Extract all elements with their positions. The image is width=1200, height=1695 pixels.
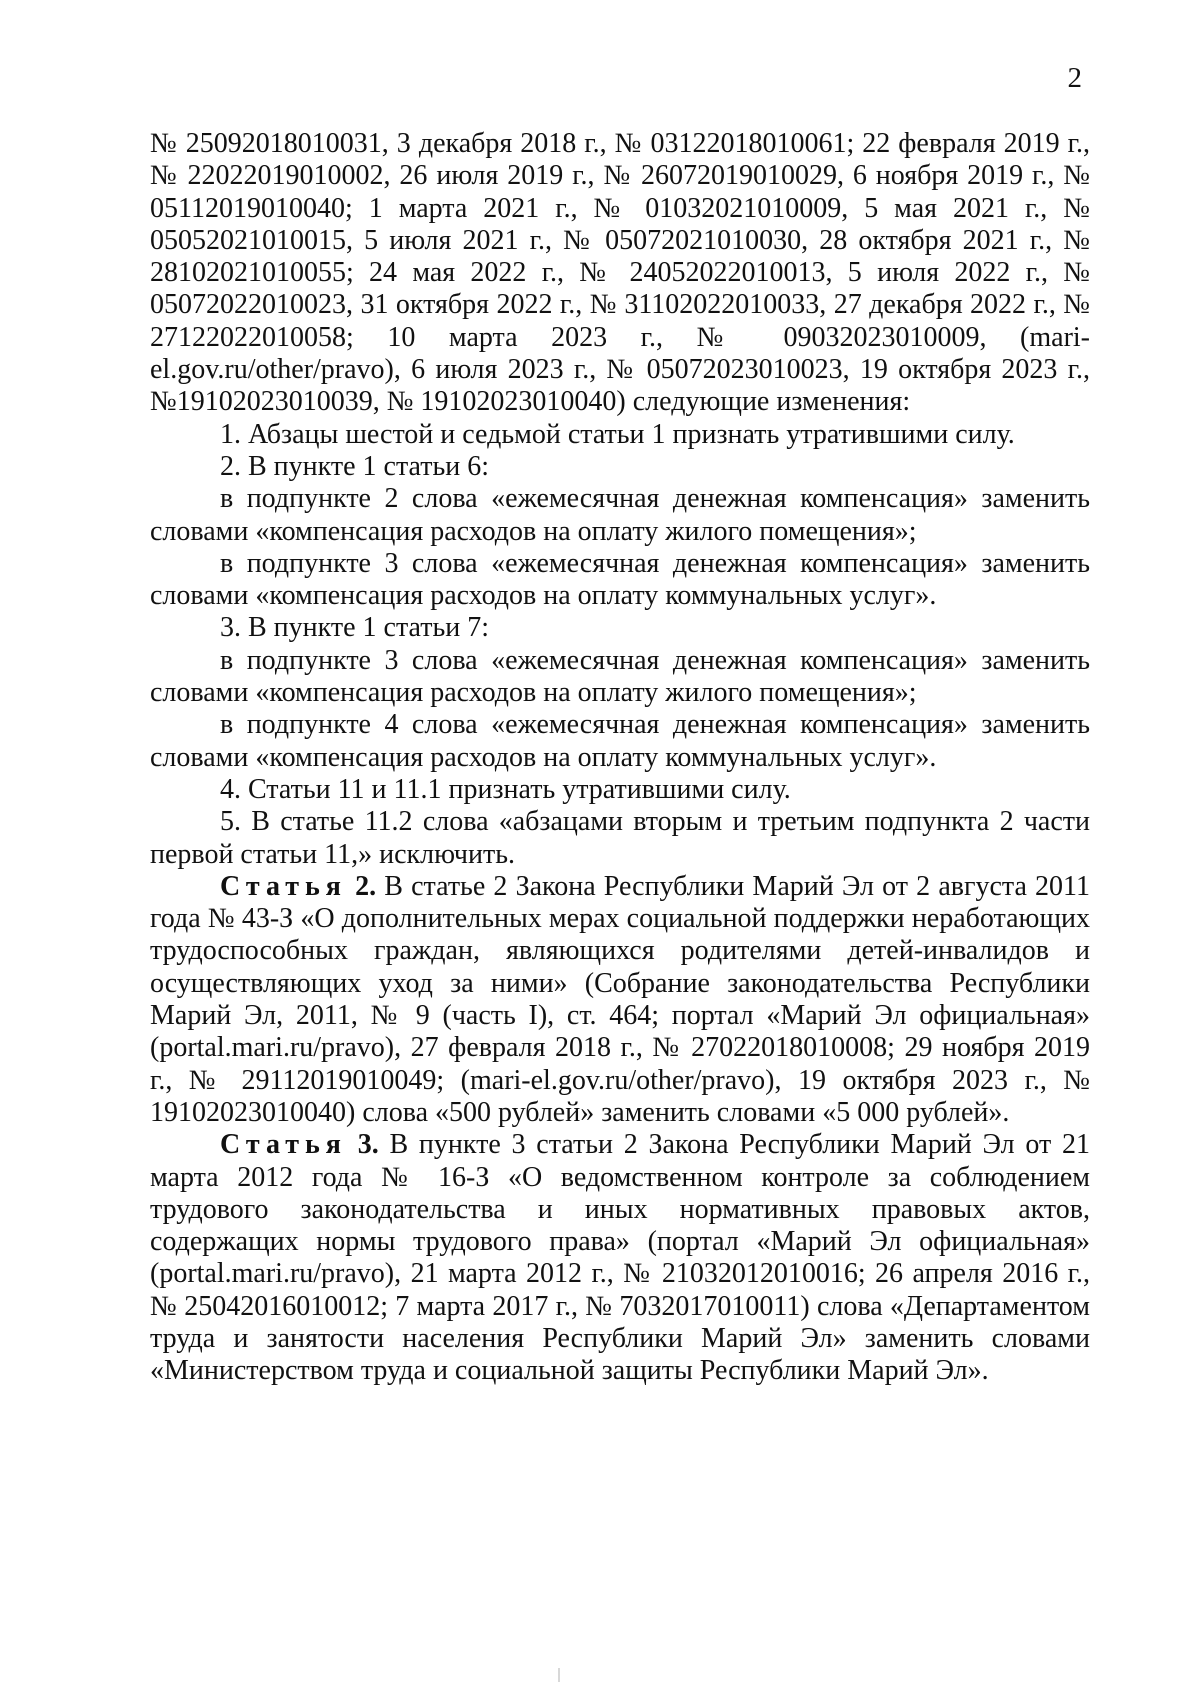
article-2-paragraph [150,871,1090,1129]
article-3-heading [220,1129,379,1160]
article-3-text: В пункте 3 статьи 2 Закона Республики Марий Эл от 21 марта 2012 года № 16-З «О ведомственном контроле за соблюдением трудового законодательства и иных нормативных правовых актов, содержащих нормы трудового права» (портал «Марий Эл официальная» (portal.mari.ru/pravo), 21 марта 2012 г., № 21032012010016; 26 апреля 2016 г., № 25042016010012; 7 марта 2017 г., № 7032017010011) слова «Департаментом труда и занятости населения Республики Марий Эл» заменить словами «Министерством труда и социальной защиты Республики Марий Эл». [150,1129,1090,1387]
intro-paragraph: № 25092018010031, 3 декабря 2018 г., № 03122018010061; 22 февраля 2019 г., № 22022019010002, 26 июля 2019 г., № 26072019010029, 6 ноября 2019 г., № 05112019010040; 1 марта 2021 г., № 01032021010009, 5 мая 2021 г., № 05052021010015, 5 июля 2021 г., № 05072021010030, 28 октября 2021 г., № 28102021010055; 24 мая 2022 г., № 24052022010013, 5 июля 2022 г., № 05072022010023, 31 октября 2022 г., № 31102022010033, 27 декабря 2022 г., № 27122022010058; 10 марта 2023 г., № 09032023010009, (mari-el.gov.ru/other/pravo), 6 июля 2023 г., № 05072023010023, 19 октября 2023 г., №19102023010039, № 19102023010040) следующие изменения: [150,128,1090,418]
article-3-heading-word: Статья [220,1129,347,1161]
amendment-item-5: 5. В статье 11.2 слова «абзацами вторым и третьим подпункта 2 части первой статьи 11,» исключить. [150,806,1090,870]
article-2-text: В статье 2 Закона Республики Марий Эл от 2 августа 2011 года № 43-З «О дополнительных мерах социальной поддержки неработающих трудоспособных граждан, являющихся родителями детей-инвалидов и осуществляющих уход за ними» (Собрание законодательства Республики Марий Эл, 2011, № 9 (часть I), ст. 464; портал «Марий Эл официальная» (portal.mari.ru/pravo), 27 февраля 2018 г., № 27022018010008; 29 ноября 2019 г., № 29112019010049; (mari-el.gov.ru/other/pravo), 19 октября 2023 г., № 19102023010040) слова «500 рублей» заменить словами «5 000 рублей». [150,870,1091,1128]
amendment-item-2-subitem-1: в подпункте 2 слова «ежемесячная денежная компенсация» заменить словами «компенсация расходов на оплату жилого помещения»; [150,483,1090,547]
scan-artifact-mark [558,1668,560,1682]
article-3-paragraph [150,1129,1090,1387]
amendment-item-4: 4. Статьи 11 и 11.1 признать утратившими силу. [220,773,791,805]
amendment-item-3-subitem-2: в подпункте 4 слова «ежемесячная денежная компенсация» заменить словами «компенсация расходов на оплату коммунальных услуг». [150,709,1090,773]
article-2-heading-number: 2. [346,870,377,902]
document-body [150,128,1090,1388]
article-2-heading [220,871,376,902]
amendment-item-3: 3. В пункте 1 статьи 7: [220,612,490,644]
amendment-item-3-subitem-1: в подпункте 3 слова «ежемесячная денежная компенсация» заменить словами «компенсация расходов на оплату жилого помещения»; [150,644,1090,709]
amendment-item-2-subitem-2: в подпункте 3 слова «ежемесячная денежная компенсация» заменить словами «компенсация расходов на оплату коммунальных услуг». [150,547,1090,612]
page-number: 2 [1067,62,1082,94]
amendment-item-2: 2. В пункте 1 статьи 6: [220,450,490,482]
amendment-item-1: 1. Абзацы шестой и седьмой статьи 1 признать утратившими силу. [220,418,1015,450]
article-2-heading-word: Статья [220,870,347,902]
article-3-heading-number: 3. [346,1129,379,1161]
